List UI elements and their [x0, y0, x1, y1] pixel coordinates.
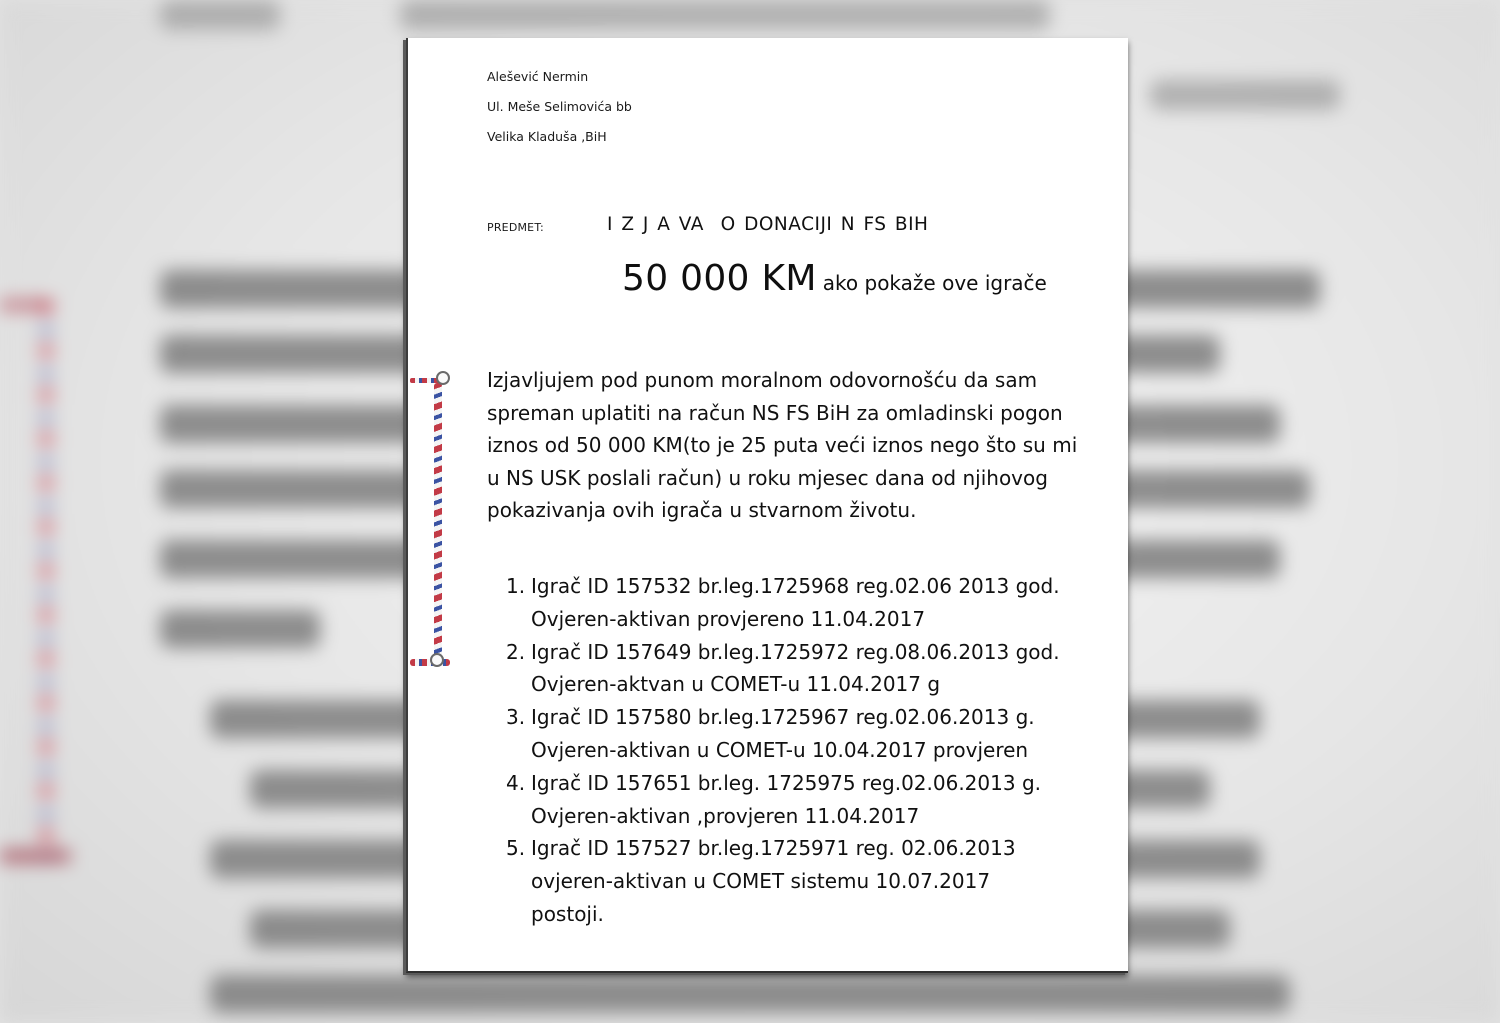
list-item-number: 2.	[506, 639, 526, 664]
list-item-text: Igrač ID 157532 br.leg.1725968 reg.02.06 2013 god. Ovjeren-aktivan provjereno 11.04.2017	[531, 574, 1060, 631]
binding-ribbon	[434, 383, 442, 663]
list-item	[506, 636, 1066, 702]
list-item	[506, 570, 1066, 636]
blurred-ribbon	[0, 850, 70, 862]
sender-street: Ul. Meše Selimovića bb	[487, 99, 632, 114]
list-item	[506, 767, 1066, 833]
list-item-text: Igrač ID 157527 br.leg.1725971 reg. 02.06.2013 ovjeren-aktivan u COMET sistemu 10.07.2017 postoji.	[531, 836, 1016, 926]
list-item-text: Igrač ID 157649 br.leg.1725972 reg.08.06.2013 god. Ovjeren-aktvan u COMET-u 11.04.2017 g	[531, 639, 1060, 697]
donation-amount: 50 000 KM	[622, 258, 817, 299]
document-page	[406, 38, 1128, 973]
punch-hole-icon	[436, 371, 450, 385]
statement-paragraph: Izjavljujem pod punom moralnom odovornošću da sam spreman uplatiti na račun NS FS BiH za omladinski pogon iznos od 50 000 KM(to je 25 puta veći iznos nego što su mi u NS USK poslali račun) u roku mjesec dana od njihovog pokazivanja ovih igrača u stvarnom životu.	[487, 368, 1078, 522]
subject-label: PREDMET:	[487, 221, 544, 234]
blurred-text-line	[160, 0, 280, 30]
list-item-text: Igrač ID 157651 br.leg. 1725975 reg.02.06.2013 g. Ovjeren-aktivan ,provjeren 11.04.2017	[531, 770, 1041, 828]
donation-amount-line	[622, 258, 1047, 299]
subject-title: I Z J A VA O DONACIJI N FS BIH	[607, 214, 929, 235]
list-item-number: 3.	[506, 705, 526, 730]
donation-condition: ako pokaže ove igrače	[822, 271, 1047, 295]
players-list	[506, 570, 1066, 931]
list-item	[506, 832, 1066, 930]
list-item	[506, 701, 1066, 767]
sender-name: Alešević Nermin	[487, 69, 589, 84]
list-item-number: 5.	[506, 836, 526, 861]
list-item-number: 1.	[506, 574, 526, 598]
list-item-number: 4.	[506, 770, 526, 795]
blurred-ribbon	[40, 300, 52, 860]
blurred-text-line	[1150, 80, 1340, 110]
list-item-text: Igrač ID 157580 br.leg.1725967 reg.02.06.2013 g. Ovjeren-aktivan u COMET-u 10.04.2017 provjeren	[531, 705, 1035, 762]
blurred-text-line	[210, 975, 1290, 1013]
punch-hole-icon	[430, 653, 444, 667]
sender-address	[487, 62, 632, 152]
sender-city: Velika Kladuša ,BiH	[487, 129, 607, 144]
blurred-text-line	[160, 610, 320, 648]
blurred-text-line	[400, 0, 1050, 30]
